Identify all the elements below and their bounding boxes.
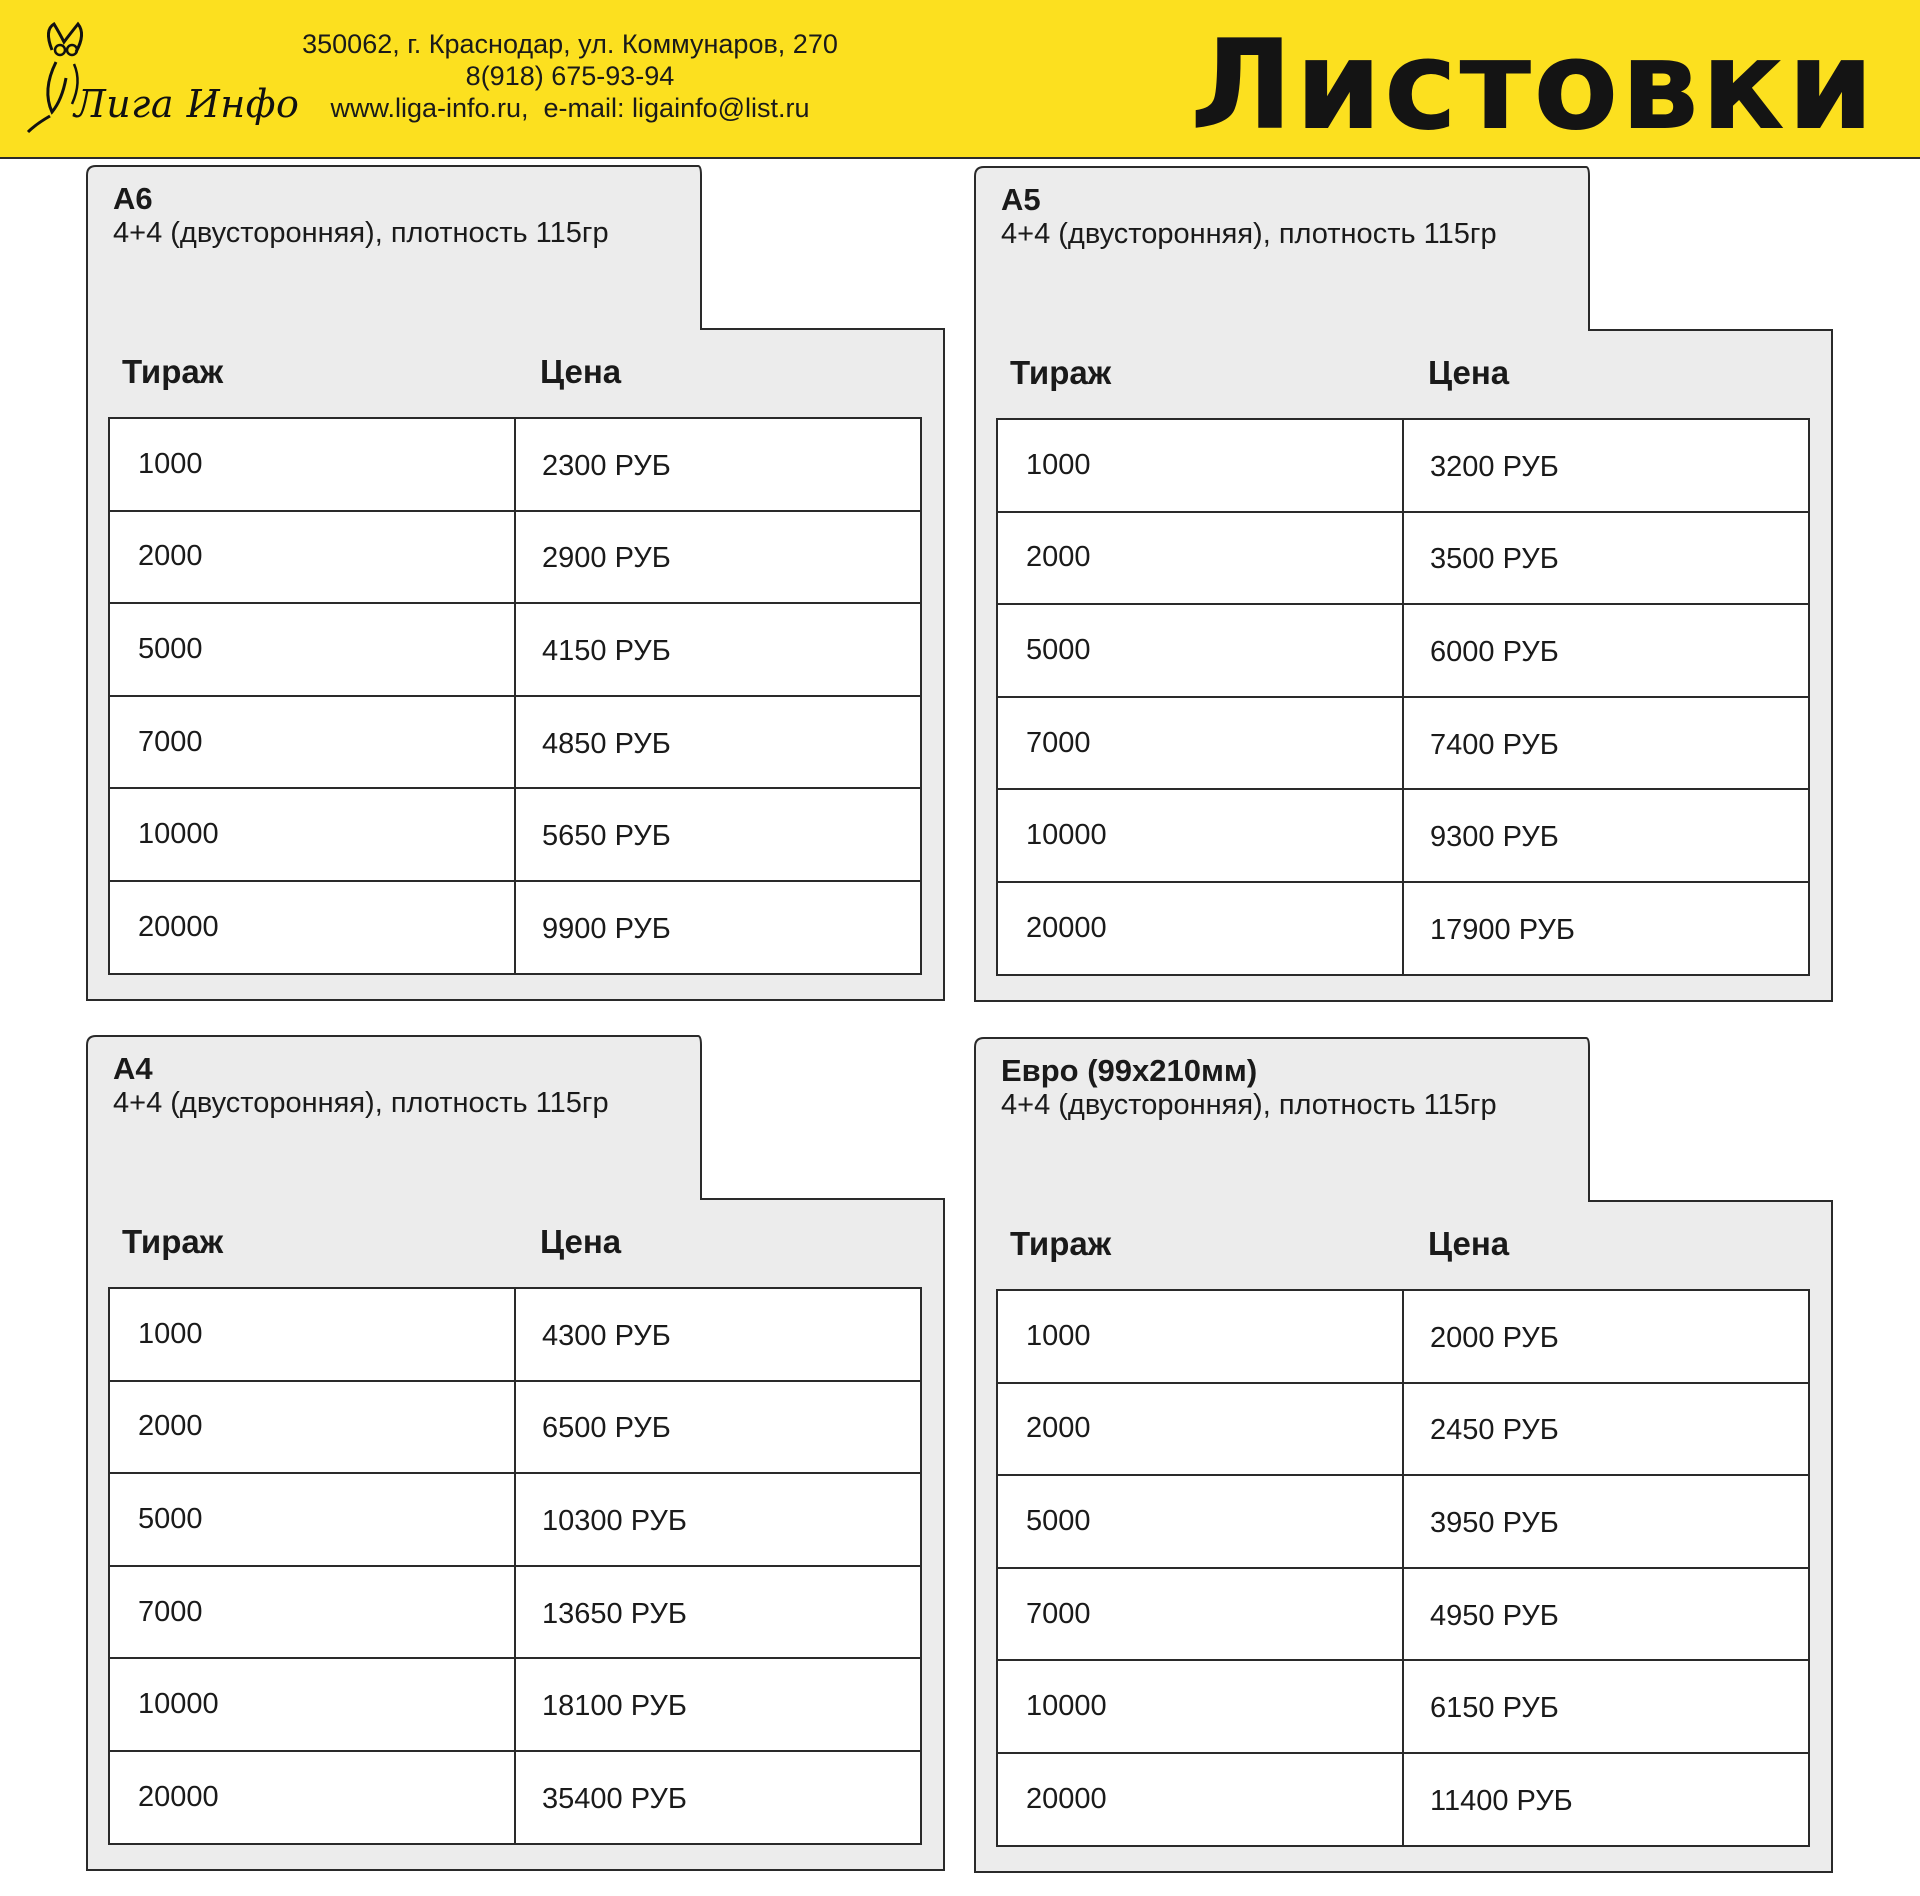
price-table [996, 1289, 1810, 1847]
table-row [109, 418, 921, 511]
page-title: Листовки [1190, 14, 1876, 158]
quantity-cell: 1000 [997, 1290, 1403, 1383]
quantity-cell: 2000 [109, 1381, 515, 1474]
price-panel-a6 [86, 165, 946, 1001]
quantity-cell: 2000 [997, 512, 1403, 605]
quantity-cell: 1000 [997, 419, 1403, 512]
logo-text: Лига Инфо [74, 82, 300, 126]
price-cell: 6000 РУБ [1403, 604, 1809, 697]
quantity-cell: 5000 [997, 1475, 1403, 1568]
panel-title: А5 [1001, 182, 1041, 217]
phone-text: 8(918) 675-93-94 [465, 61, 675, 91]
price-cell: 4150 РУБ [515, 603, 921, 696]
table-row [997, 512, 1809, 605]
price-header: Цена [1428, 354, 1510, 391]
panel-title: Евро (99х210мм) [1001, 1053, 1258, 1088]
table-row [109, 788, 921, 881]
table-row [109, 1381, 921, 1474]
quantity-cell: 20000 [997, 882, 1403, 975]
quantity-cell: 10000 [109, 788, 515, 881]
price-cell: 2000 РУБ [1403, 1290, 1809, 1383]
table-row [109, 881, 921, 974]
price-cell: 9900 РУБ [515, 881, 921, 974]
quantity-cell: 10000 [109, 1658, 515, 1751]
table-row [997, 1383, 1809, 1476]
price-header: Цена [540, 353, 622, 390]
quantity-cell: 7000 [997, 1568, 1403, 1661]
quantity-cell: 5000 [109, 1473, 515, 1566]
quantity-header: Тираж [1010, 1225, 1112, 1262]
price-panel-euro [974, 1037, 1834, 1873]
price-cell: 3950 РУБ [1403, 1475, 1809, 1568]
price-table [996, 418, 1810, 976]
table-row [997, 419, 1809, 512]
table-row [997, 1568, 1809, 1661]
price-table [108, 1287, 922, 1845]
quantity-cell: 10000 [997, 789, 1403, 882]
table-row [997, 1290, 1809, 1383]
price-table [108, 417, 922, 975]
table-row [109, 1288, 921, 1381]
quantity-cell: 2000 [109, 511, 515, 604]
price-cell: 3200 РУБ [1403, 419, 1809, 512]
panel-subtitle: 4+4 (двусторонняя), плотность 115гр [113, 217, 609, 249]
table-row [997, 1753, 1809, 1846]
web-email-text: www.liga-info.ru, e-mail: ligainfo@list.ru [330, 93, 810, 123]
quantity-cell: 5000 [997, 604, 1403, 697]
table-row [997, 1475, 1809, 1568]
price-header: Цена [1428, 1225, 1510, 1262]
panel-subtitle: 4+4 (двусторонняя), плотность 115гр [1001, 1089, 1497, 1121]
price-cell: 11400 РУБ [1403, 1753, 1809, 1846]
header-banner [0, 0, 1920, 159]
price-cell: 13650 РУБ [515, 1566, 921, 1659]
quantity-cell: 7000 [109, 696, 515, 789]
table-row [997, 604, 1809, 697]
price-cell: 18100 РУБ [515, 1658, 921, 1751]
table-row [109, 1566, 921, 1659]
price-cell: 7400 РУБ [1403, 697, 1809, 790]
quantity-cell: 2000 [997, 1383, 1403, 1476]
table-row [997, 789, 1809, 882]
quantity-header: Тираж [122, 1223, 224, 1260]
quantity-cell: 5000 [109, 603, 515, 696]
price-cell: 4950 РУБ [1403, 1568, 1809, 1661]
price-cell: 2450 РУБ [1403, 1383, 1809, 1476]
table-row [109, 1473, 921, 1566]
price-cell: 17900 РУБ [1403, 882, 1809, 975]
price-cell: 10300 РУБ [515, 1473, 921, 1566]
quantity-cell: 20000 [109, 1751, 515, 1844]
price-cell: 4300 РУБ [515, 1288, 921, 1381]
price-panel-a4 [86, 1035, 946, 1871]
quantity-cell: 1000 [109, 418, 515, 511]
panel-title: А6 [113, 181, 153, 216]
contact-info [260, 28, 880, 124]
table-row [997, 882, 1809, 975]
panel-subtitle: 4+4 (двусторонняя), плотность 115гр [113, 1087, 609, 1119]
quantity-cell: 1000 [109, 1288, 515, 1381]
price-panel-a5 [974, 166, 1834, 1002]
price-header: Цена [540, 1223, 622, 1260]
table-row [997, 697, 1809, 790]
panel-subtitle: 4+4 (двусторонняя), плотность 115гр [1001, 218, 1497, 250]
price-cell: 2900 РУБ [515, 511, 921, 604]
price-cell: 2300 РУБ [515, 418, 921, 511]
quantity-header: Тираж [1010, 354, 1112, 391]
price-cell: 9300 РУБ [1403, 789, 1809, 882]
price-cell: 5650 РУБ [515, 788, 921, 881]
quantity-cell: 10000 [997, 1660, 1403, 1753]
quantity-cell: 20000 [109, 881, 515, 974]
panel-title: А4 [113, 1051, 153, 1086]
price-cell: 4850 РУБ [515, 696, 921, 789]
price-cell: 6500 РУБ [515, 1381, 921, 1474]
quantity-cell: 20000 [997, 1753, 1403, 1846]
table-row [109, 511, 921, 604]
table-row [109, 603, 921, 696]
quantity-header: Тираж [122, 353, 224, 390]
address-text: 350062, г. Краснодар, ул. Коммунаров, 270 [302, 29, 838, 59]
quantity-cell: 7000 [109, 1566, 515, 1659]
price-cell: 35400 РУБ [515, 1751, 921, 1844]
price-cell: 3500 РУБ [1403, 512, 1809, 605]
table-row [109, 696, 921, 789]
quantity-cell: 7000 [997, 697, 1403, 790]
table-row [109, 1751, 921, 1844]
price-cell: 6150 РУБ [1403, 1660, 1809, 1753]
company-logo [22, 20, 300, 140]
table-row [997, 1660, 1809, 1753]
table-row [109, 1658, 921, 1751]
